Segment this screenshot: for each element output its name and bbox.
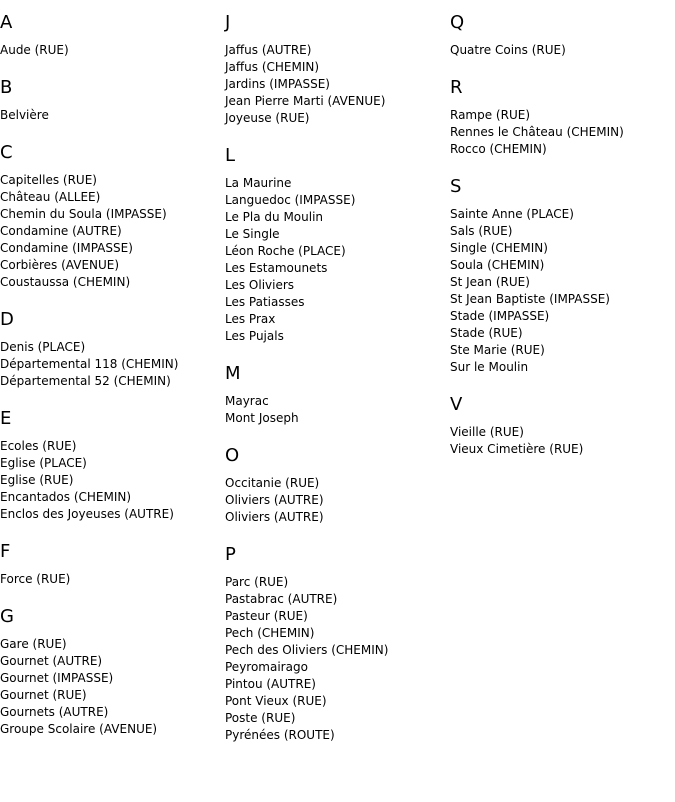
letter-section-r	[450, 77, 675, 158]
street-item[interactable]: Oliviers (AUTRE)	[225, 510, 324, 524]
street-item[interactable]: Capitelles (RUE)	[0, 173, 97, 187]
street-item[interactable]: Les Oliviers	[225, 278, 295, 292]
section-letter-heading: D	[0, 309, 14, 330]
letter-section-v	[450, 394, 675, 458]
street-item[interactable]: Gournets (AUTRE)	[0, 705, 109, 719]
street-item[interactable]: Stade (RUE)	[450, 326, 523, 340]
street-item[interactable]: Single (CHEMIN)	[450, 241, 548, 255]
letter-section-q	[450, 12, 675, 59]
section-letter-heading: E	[0, 408, 12, 429]
street-item[interactable]: Encantados (CHEMIN)	[0, 490, 132, 504]
street-list	[225, 393, 450, 427]
letter-section-c	[0, 142, 225, 291]
street-item[interactable]: Rampe (RUE)	[450, 108, 530, 122]
street-item[interactable]: Les Prax	[225, 312, 276, 326]
section-letter-heading: M	[225, 363, 241, 384]
street-item[interactable]: Les Estamounets	[225, 261, 328, 275]
letter-section-p	[225, 544, 450, 744]
street-item[interactable]: Léon Roche (PLACE)	[225, 244, 346, 258]
street-item[interactable]: Rocco (CHEMIN)	[450, 142, 547, 156]
street-item[interactable]: Départemental 118 (CHEMIN)	[0, 357, 179, 371]
street-item[interactable]: Chemin du Soula (IMPASSE)	[0, 207, 167, 221]
letter-section-j	[225, 12, 450, 127]
section-letter-heading: P	[225, 544, 236, 565]
letter-section-f	[0, 541, 225, 588]
street-item[interactable]: Occitanie (RUE)	[225, 476, 320, 490]
street-list	[0, 172, 225, 291]
street-list	[0, 107, 225, 124]
street-list	[225, 175, 450, 345]
letter-section-e	[0, 408, 225, 523]
section-letter-heading: A	[0, 12, 13, 33]
street-item[interactable]: Force (RUE)	[0, 572, 71, 586]
street-list	[225, 574, 450, 744]
column-2	[225, 0, 450, 744]
street-item[interactable]: Pech des Oliviers (CHEMIN)	[225, 643, 389, 657]
street-list	[225, 42, 450, 127]
street-item[interactable]: Pasteur (RUE)	[225, 609, 308, 623]
section-letter-heading: Q	[450, 12, 465, 33]
section-letter-heading: V	[450, 394, 463, 415]
section-letter-heading: S	[450, 176, 462, 197]
street-list	[450, 42, 675, 59]
street-item[interactable]: Jardins (IMPASSE)	[225, 77, 330, 91]
street-item[interactable]: Mont Joseph	[225, 411, 299, 425]
street-list	[450, 206, 675, 376]
street-item[interactable]: Pintou (AUTRE)	[225, 677, 316, 691]
street-item[interactable]: Belvière	[0, 108, 49, 122]
street-item[interactable]: Ecoles (RUE)	[0, 439, 77, 453]
street-list	[0, 636, 225, 738]
street-item[interactable]: Oliviers (AUTRE)	[225, 493, 324, 507]
column-1	[0, 0, 225, 738]
street-item[interactable]: Poste (RUE)	[225, 711, 296, 725]
section-letter-heading: G	[0, 606, 14, 627]
street-list	[0, 438, 225, 523]
letter-section-g	[0, 606, 225, 738]
letter-section-a	[0, 12, 225, 59]
letter-section-l	[225, 145, 450, 345]
street-item[interactable]: Soula (CHEMIN)	[450, 258, 545, 272]
street-item[interactable]: Sur le Moulin	[450, 360, 529, 374]
street-item[interactable]: Languedoc (IMPASSE)	[225, 193, 356, 207]
street-item[interactable]: Eglise (RUE)	[0, 473, 74, 487]
street-item[interactable]: Enclos des Joyeuses (AUTRE)	[0, 507, 174, 521]
street-item[interactable]: St Jean Baptiste (IMPASSE)	[450, 292, 610, 306]
section-letter-heading: B	[0, 77, 13, 98]
street-item[interactable]: Quatre Coins (RUE)	[450, 43, 566, 57]
letter-section-m	[225, 363, 450, 427]
street-item[interactable]: Stade (IMPASSE)	[450, 309, 550, 323]
street-item[interactable]: Les Pujals	[225, 329, 284, 343]
street-item[interactable]: Jaffus (CHEMIN)	[225, 60, 320, 74]
street-item[interactable]: St Jean (RUE)	[450, 275, 530, 289]
street-item[interactable]: Sainte Anne (PLACE)	[450, 207, 574, 221]
street-item[interactable]: Pech (CHEMIN)	[225, 626, 315, 640]
section-letter-heading: L	[225, 145, 236, 166]
street-list	[0, 42, 225, 59]
street-item[interactable]: Joyeuse (RUE)	[225, 111, 310, 125]
street-list	[450, 107, 675, 158]
letter-section-s	[450, 176, 675, 376]
street-item[interactable]: Corbières (AVENUE)	[0, 258, 120, 272]
street-item[interactable]: Gare (RUE)	[0, 637, 67, 651]
street-list	[0, 339, 225, 390]
street-item[interactable]: Les Patiasses	[225, 295, 305, 309]
street-item[interactable]: Eglise (PLACE)	[0, 456, 87, 470]
street-item[interactable]: Denis (PLACE)	[0, 340, 86, 354]
street-item[interactable]: Sals (RUE)	[450, 224, 513, 238]
street-item[interactable]: Le Single	[225, 227, 280, 241]
street-item[interactable]: Condamine (IMPASSE)	[0, 241, 133, 255]
street-item[interactable]: Vieille (RUE)	[450, 425, 524, 439]
street-item[interactable]: Mayrac	[225, 394, 269, 408]
street-item[interactable]: Jean Pierre Marti (AVENUE)	[225, 94, 386, 108]
street-item[interactable]: Pont Vieux (RUE)	[225, 694, 327, 708]
street-item[interactable]: Rennes le Château (CHEMIN)	[450, 125, 624, 139]
street-item[interactable]: Peyromairago	[225, 660, 308, 674]
street-item[interactable]: La Maurine	[225, 176, 292, 190]
column-3	[450, 0, 675, 458]
street-item[interactable]: Départemental 52 (CHEMIN)	[0, 374, 171, 388]
street-item[interactable]: Parc (RUE)	[225, 575, 289, 589]
street-item[interactable]: Gournet (AUTRE)	[0, 654, 103, 668]
section-letter-heading: J	[225, 12, 231, 33]
section-letter-heading: O	[225, 445, 240, 466]
section-letter-heading: R	[450, 77, 463, 98]
letter-section-d	[0, 309, 225, 390]
street-item[interactable]: Condamine (AUTRE)	[0, 224, 122, 238]
street-list	[225, 475, 450, 526]
letter-section-b	[0, 77, 225, 124]
letter-section-o	[225, 445, 450, 526]
street-item[interactable]: Coustaussa (CHEMIN)	[0, 275, 131, 289]
street-item[interactable]: Vieux Cimetière (RUE)	[450, 442, 584, 456]
street-item[interactable]: Château (ALLEE)	[0, 190, 101, 204]
street-item[interactable]: Ste Marie (RUE)	[450, 343, 545, 357]
street-item[interactable]: Le Pla du Moulin	[225, 210, 324, 224]
street-item[interactable]: Jaffus (AUTRE)	[225, 43, 312, 57]
street-item[interactable]: Pyrénées (ROUTE)	[225, 728, 335, 742]
street-list	[450, 424, 675, 458]
street-item[interactable]: Aude (RUE)	[0, 43, 69, 57]
street-item[interactable]: Gournet (IMPASSE)	[0, 671, 114, 685]
section-letter-heading: F	[0, 541, 11, 562]
street-list	[0, 571, 225, 588]
street-item[interactable]: Gournet (RUE)	[0, 688, 87, 702]
street-item[interactable]: Pastabrac (AUTRE)	[225, 592, 338, 606]
section-letter-heading: C	[0, 142, 13, 163]
street-item[interactable]: Groupe Scolaire (AVENUE)	[0, 722, 158, 736]
